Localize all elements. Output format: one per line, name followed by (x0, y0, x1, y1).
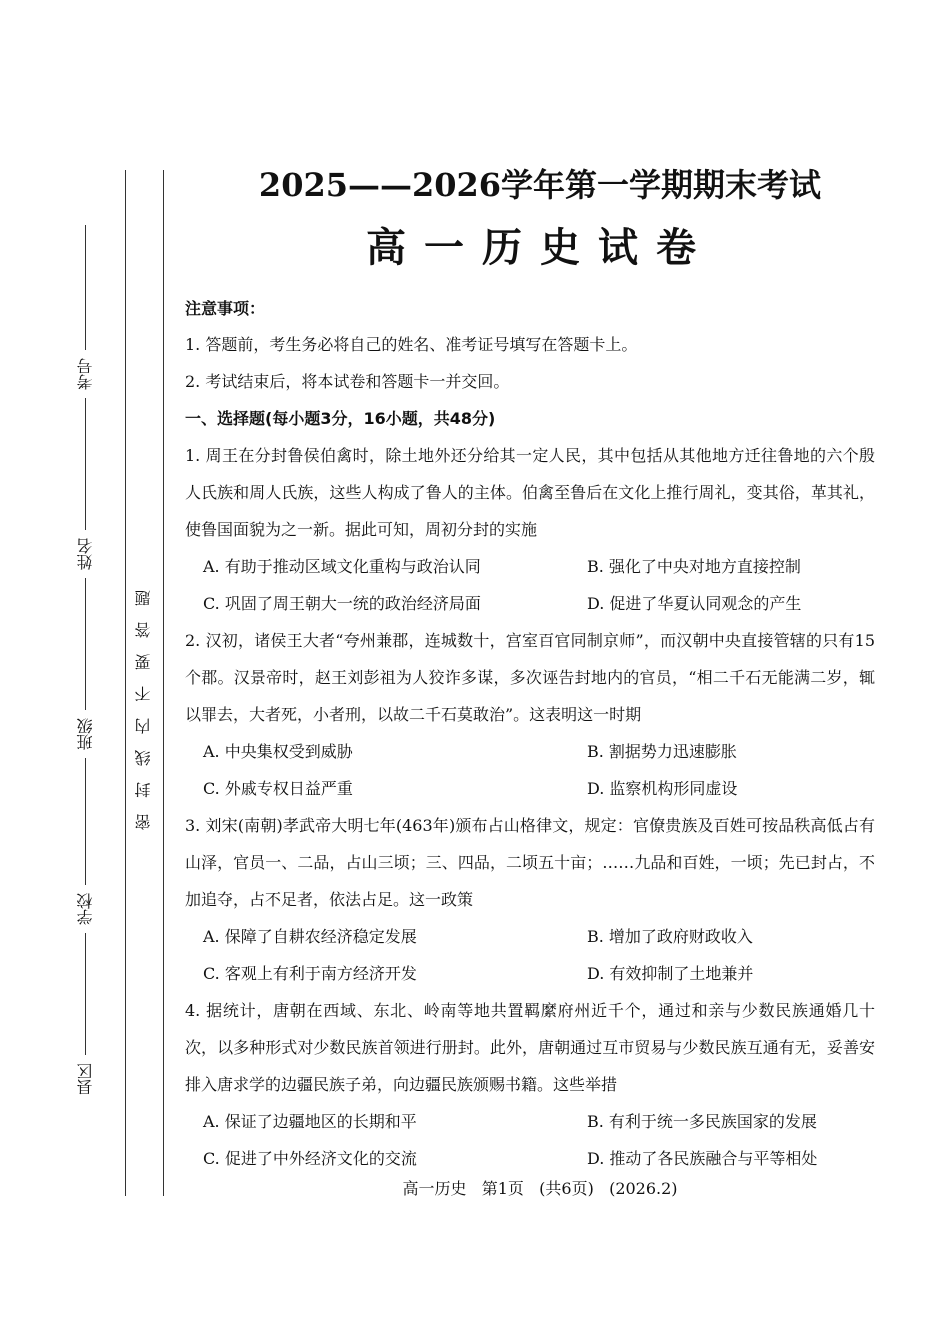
option-a: A. 中央集权受到威胁 (203, 742, 353, 761)
field-exam-number[interactable] (60, 225, 110, 428)
section-title: 一、选择题(每小题3分，16小题，共48分) (185, 409, 496, 428)
question-1 (185, 437, 875, 622)
question-2 (185, 622, 875, 807)
field-label-school: 学校 (75, 893, 95, 925)
question-4 (185, 992, 875, 1177)
option-d: D. 有效抑制了土地兼并 (587, 964, 754, 983)
notice-item: 2. 考试结束后，将本试卷和答题卡一并交回。 (185, 372, 510, 391)
exam-content (185, 292, 875, 1177)
option-d: D. 推动了各民族融合与平等相处 (587, 1149, 818, 1168)
field-label-name: 姓名 (75, 538, 95, 570)
option-c: C. 客观上有利于南方经济开发 (203, 964, 417, 983)
field-school[interactable] (60, 775, 110, 973)
option-a: A. 保证了边疆地区的长期和平 (203, 1112, 417, 1131)
field-county[interactable] (60, 960, 110, 1103)
notice-title: 注意事项： (185, 299, 266, 318)
option-d: D. 监察机构形同虚设 (587, 779, 738, 798)
page-footer: 高一历史 第1页 (共6页) (2026.2) (402, 1179, 678, 1198)
field-name[interactable] (60, 410, 110, 618)
field-label-county: 县区 (75, 1063, 95, 1095)
question-stem: 2. 汉初，诸侯王大者“夸州兼郡，连城数十，宫室百官同制京师”，而汉朝中央直接管辖的只有15个郡。汉景帝时，赵王刘彭祖为人狡诈多谋，多次诬告封地内的官员，“相二千石无能满二岁，辄以罪去，大者死，小者刑，以故二千石莫敢治”。这表明这一时期 (185, 631, 875, 724)
question-stem: 3. 刘宋(南朝)孝武帝大明七年(463年)颁布占山格律文，规定：官僚贵族及百姓可按品秩高低占有山泽，官员一、二品，占山三顷；三、四品，二顷五十亩；……九品和百姓，一顷；先已封占，不加追夺，占不足者，依法占足。这一政策 (185, 816, 875, 909)
option-b: B. 增加了政府财政收入 (587, 927, 753, 946)
option-b: B. 割据势力迅速膨胀 (587, 742, 737, 761)
field-class[interactable] (60, 600, 110, 798)
binding-line-outer (125, 170, 126, 1196)
option-c: C. 外戚专权日益严重 (203, 779, 353, 798)
option-b: B. 有利于统一多民族国家的发展 (587, 1112, 817, 1131)
notice-item: 1. 答题前，考生务必将自己的姓名、准考证号填写在答题卡上。 (185, 335, 638, 354)
binding-line-inner (163, 170, 164, 1196)
field-label-exam-number: 考号 (75, 358, 95, 390)
question-stem: 4. 据统计，唐朝在西域、东北、岭南等地共置羁縻府州近千个，通过和亲与少数民族通婚几十次，以多种形式对少数民族首领进行册封。此外，唐朝通过互市贸易与少数民族互通有无，妥善安排入唐求学的边疆民族子弟，向边疆民族颁赐书籍。这些举措 (185, 1001, 875, 1094)
option-d: D. 促进了华夏认同观念的产生 (587, 594, 802, 613)
option-c: C. 巩固了周王朝大一统的政治经济局面 (203, 594, 481, 613)
question-stem: 1. 周王在分封鲁侯伯禽时，除土地外还分给其一定人民，其中包括从其他地方迁往鲁地的六个殷人氏族和周人氏族，这些人构成了鲁人的主体。伯禽至鲁后在文化上推行周礼，变其俗，革其礼，使鲁国面貌为之一新。据此可知，周初分封的实施 (185, 446, 875, 539)
option-b: B. 强化了中央对地方直接控制 (587, 557, 801, 576)
option-a: A. 保障了自耕农经济稳定发展 (203, 927, 417, 946)
field-label-class: 班级 (75, 718, 95, 750)
option-c: C. 促进了中外经济文化的交流 (203, 1149, 417, 1168)
option-a: A. 有助于推动区域文化重构与政治认同 (203, 557, 481, 576)
paper-title: 高一历史试卷 (366, 225, 714, 271)
seal-line-notice: 密封线内不要答题 (134, 574, 153, 830)
exam-title: 2025——2026学年第一学期期末考试 (258, 166, 822, 204)
question-3 (185, 807, 875, 992)
